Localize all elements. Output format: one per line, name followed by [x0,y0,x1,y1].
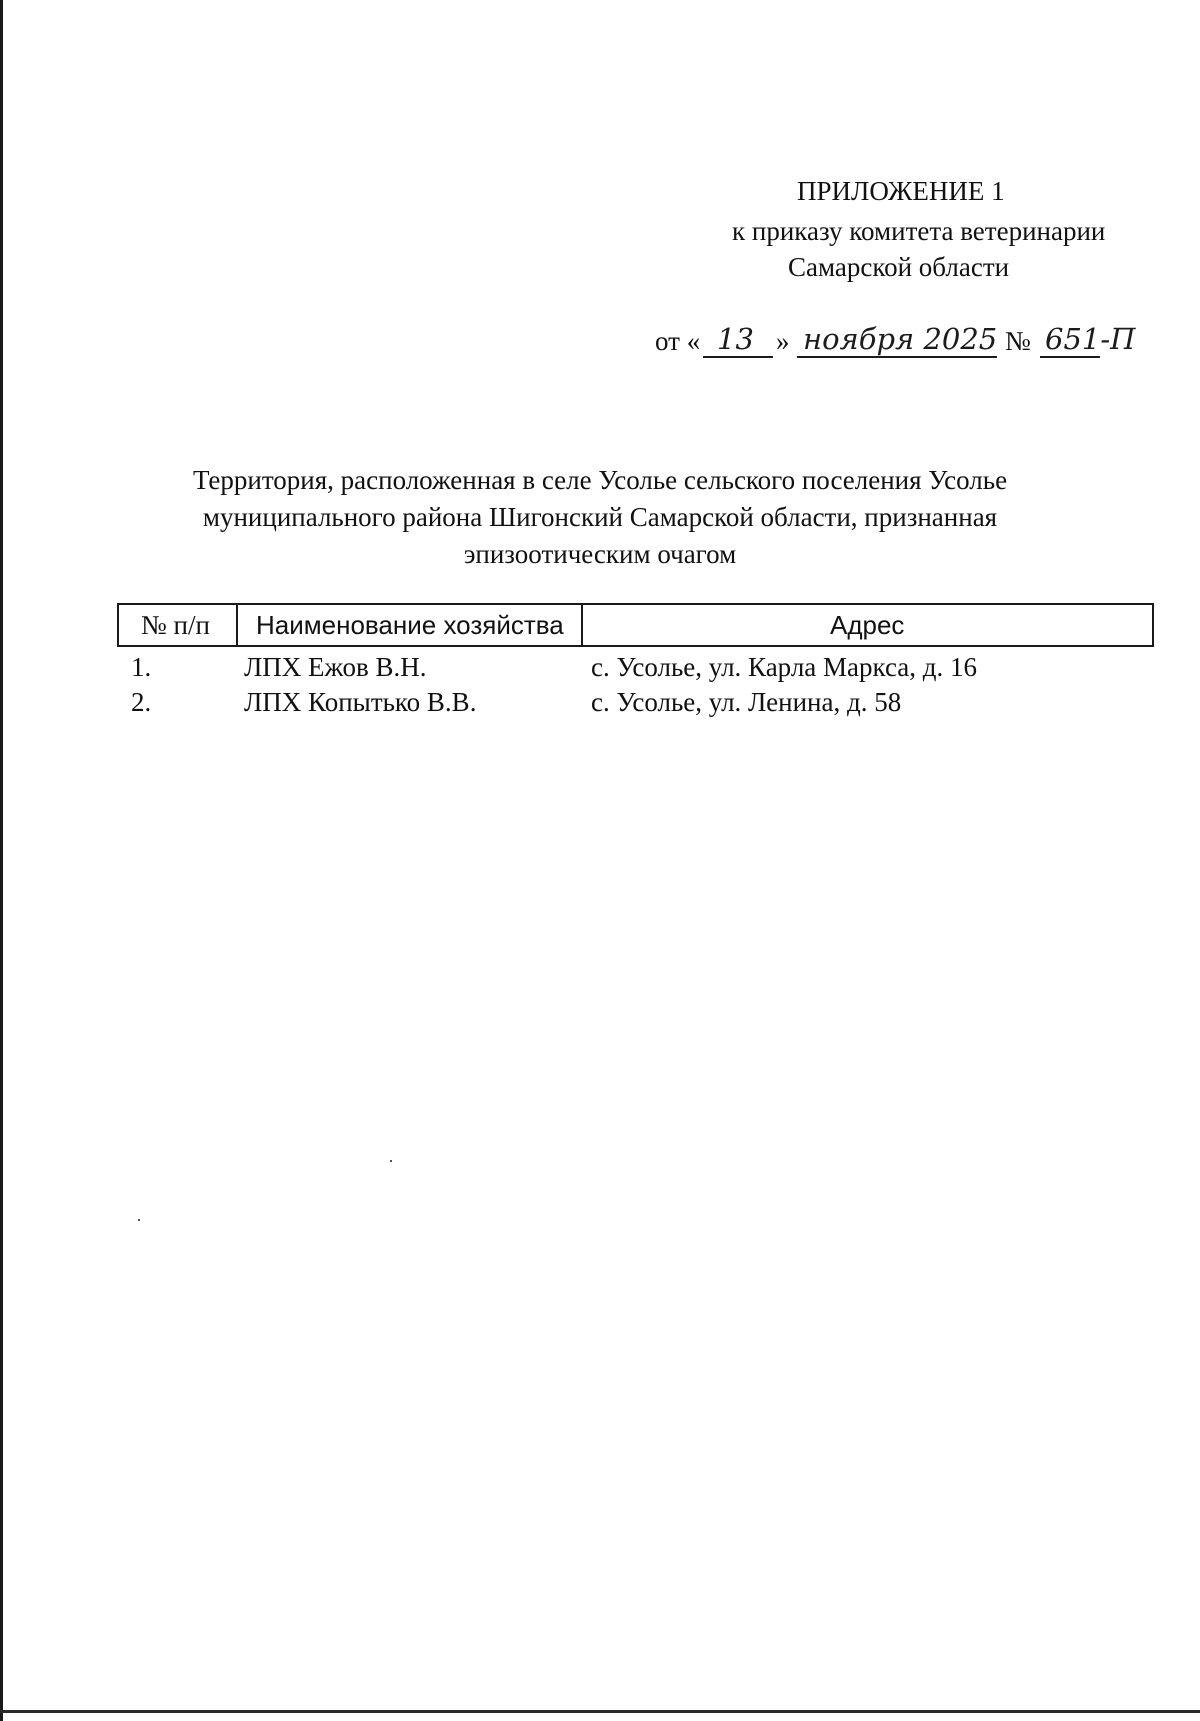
header-name: Наименование хозяйства [256,610,564,640]
column-divider [236,605,238,645]
row-num: 2. [131,687,152,717]
order-month-year-handwritten: ноября 2025 [803,322,998,356]
heading-line-1: Территория, расположенная в селе Усолье сельского поселения Усолье [192,465,1008,495]
scan-bottom-edge [0,1710,1200,1713]
order-prefix: от « [655,326,701,356]
table-row [117,687,1154,723]
row-num: 1. [131,652,152,682]
heading-line-3: эпизоотическим очагом [463,539,737,569]
order-day-handwritten: 13 [717,322,754,356]
heading-line-2: муниципального района Шигонский Самарской области, признанная [202,502,998,532]
number-underline [1040,356,1100,358]
column-divider [581,605,583,645]
month-underline [797,356,997,358]
table-row [117,652,1154,688]
day-underline [703,356,773,358]
row-name: ЛПХ Копытько В.В. [244,687,477,717]
order-number-handwritten: 651-П [1045,322,1136,356]
order-quote-close: » [776,326,790,356]
row-name: ЛПХ Ежов В.Н. [244,652,427,682]
appendix-region-line: Самарской области [788,252,1010,282]
table-header-row [117,603,1154,647]
scan-left-edge [0,0,3,1721]
row-address: с. Усолье, ул. Ленина, д. 58 [591,687,902,717]
scan-speck [390,1160,392,1162]
row-address: с. Усолье, ул. Карла Маркса, д. 16 [591,652,978,682]
appendix-subtitle-line: к приказу комитета ветеринарии [732,216,1106,246]
order-number-sign: № [1005,326,1031,356]
header-address: Адрес [830,610,905,640]
header-num: № п/п [141,610,210,640]
appendix-title: ПРИЛОЖЕНИЕ 1 [797,176,1005,206]
order-date-number [655,322,1175,366]
scan-speck [138,1219,140,1221]
document-heading [150,462,1050,573]
